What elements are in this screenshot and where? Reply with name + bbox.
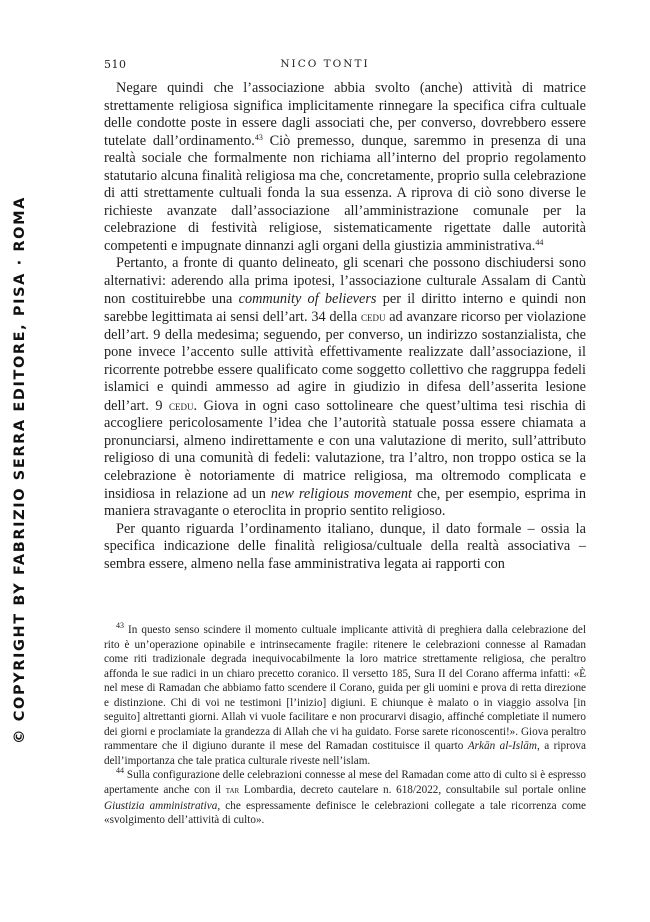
main-text — [104, 80, 586, 573]
running-head: NICO TONTI — [280, 58, 370, 70]
footnote-ref-43[interactable]: 43 — [254, 132, 263, 142]
footnote-44: $^{44}$ Sulla configurazione delle celebrazioni connesse al mese del Ramadan come atto di culto si è espresso apertamente anche con il tar Lombardia, decreto cautelare n. 618/2022, consultabile sul portale online Giustizia amministrativa, che espressamente definisce le celebrazioni collegate a tale ricorrenza come «svolgimento dell’attività di culto». — [104, 766, 587, 827]
page-number: 510 — [104, 58, 127, 71]
paragraph: Pertanto, a fronte di quanto delineato, gli scenari che possono dischiudersi sono alternativi: aderendo alla prima ipotesi, l’associazione culturale Assalam di Cantù non costituirebbe una community of believers per il diritto interno e quindi non sarebbe legittimata ai sensi dell’art. 34 della cedu ad avanzare ricorso per violazione dell’art. 9 della medesima; seguendo, per converso, un indirizzo sostanzialista, che pone invece l’accento sulle attività effettivamente realizzate dall’associazione, il ricorrente potrebbe essere qualificato come soggetto collettivo che raggruppa fedeli islamici e quindi ammesso ad agire in giudizio in difesa dell’asserita lesione dell’art. 9 cedu. Giova in ogni caso sottolineare che quest’ultima tesi rischia di accogliere pericolosamente l’idea che l’autorità statuale possa essere chiamata a pronunciarsi, almeno indirettamente e con una valutazione di merito, sull’attributo religioso di una comunità di fedeli: valutazione, tra l’altro, non troppo ostica se la celebrazione è notoriamente di matrice religiosa, ma oltremodo complicata e insidiosa in relazione ad un new religious movement che, per esempio, esprima in maniera stravagante o eteroclita in proprio sentito religioso. — [104, 255, 587, 520]
copyright-sidebar — [0, 0, 40, 922]
paragraph: Negare quindi che l’associazione abbia svolto (anche) attività di matrice strettamente religiosa significa implicitamente rinnegare la specifica cifra cultuale delle condotte poste in essere dagli associati che, per converso, dovrebbero essere tutelate dall’ordinamento.$^{43}$ Ciò premesso, dunque, saremmo in presenza di una realtà sociale che formalmente non richiama all’interno del proprio regolamento statutario alcuna finalità religiosa ma che, concretamente, proprio sulla celebrazione di atti strettamente cultuali fonda la sua essenza. A riprova di ciò sono diverse le richieste avanzate dall’associazione all’amministrazione comunale per la celebrazione di festività religiose, sistematicamente rigettate dalle autorità competenti e impugnate dinnanzi agli organi della giustizia amministrativa.$^{44}$ — [104, 80, 586, 254]
footnotes — [104, 623, 586, 828]
footnote-43: $^{43}$ In questo senso scindere il momento cultuale implicante attività di preghiera dalla celebrazione del rito è un’operazione opinabile e intrinsecamente fragile: ritenere le celebrazioni connesse al Ramadan come riti tradizionale degrada inequivocabilmente la loro matrice strettamente religiosa, che peraltro affonda le sue radici in un chiaro precetto coranico. Il versetto 185, Sura II del Corano afferma infatti: «È nel mese di Ramadan che abbiamo fatto scendere il Corano, guida per gli uomini e prova di retta direzione e distinzione. Chi di voi ne testimoni [l’inizio] digiuni. E chiunque è malato o in viaggio assolva [in seguito] altrettanti giorni. Allah vi vuole facilitare e non procurarvi disagio, affinché completiate il numero dei giorni e proclamiate la grandezza di Allah che vi ha guidato. Forse sarete riconoscenti!». Giova peraltro rammentare che il digiuno durante il mese del Ramadan costituisce il quarto Arkān al-Islām, a riprova dell’importanza che tale pratica culturale riveste nell’islam. — [104, 621, 586, 767]
paragraph: Per quanto riguarda l’ordinamento italiano, dunque, il dato formale – ossia la specifica indicazione delle finalità religiosa/cultuale della realtà associativa – sembra essere, almeno nella fase amministrativa legata ai rapporti con — [104, 520, 586, 572]
footnote-ref-44[interactable]: 44 — [535, 237, 544, 247]
copyright-notice: © COPYRIGHT BY FABRIZIO SERRA EDITORE, PISA · ROMA — [12, 196, 28, 744]
